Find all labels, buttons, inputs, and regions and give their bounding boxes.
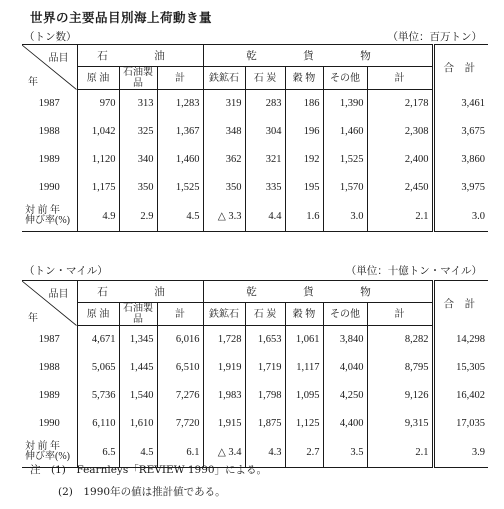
value-cell: 319	[203, 90, 245, 118]
growth-value-cell: △ 3.4	[203, 438, 245, 468]
value-cell: 4,671	[77, 326, 119, 354]
table1-col-dry-subtotal: 計	[367, 67, 433, 90]
value-cell: 1,390	[323, 90, 367, 118]
table1-col-crude: 原 油	[77, 67, 119, 90]
table2	[22, 280, 488, 468]
growth-value-cell: 3.9	[433, 438, 488, 468]
value-cell: 6,016	[157, 326, 203, 354]
growth-label	[22, 202, 77, 232]
value-cell: 16,402	[433, 382, 488, 410]
value-cell: 335	[245, 174, 285, 202]
growth-value-cell: △ 3.3	[203, 202, 245, 232]
growth-label-line2: 伸び率(%)	[25, 451, 70, 463]
value-cell: 7,720	[157, 410, 203, 438]
table2-dry-group-header: 乾 貨 物	[203, 281, 433, 303]
value-cell: 1,875	[245, 410, 285, 438]
table1-dry-group-header: 乾 貨 物	[203, 45, 433, 67]
table2-col-grain: 穀 物	[285, 303, 323, 326]
value-cell: 3,675	[433, 118, 488, 146]
table1-col-products: 石油製品	[119, 67, 157, 90]
growth-value-cell: 4.9	[77, 202, 119, 232]
value-cell: 1,540	[119, 382, 157, 410]
table1-col-coal: 石 炭	[245, 67, 285, 90]
growth-label-line1: 対 前 年	[25, 205, 60, 217]
value-cell: 3,840	[323, 326, 367, 354]
table2-col-oil-subtotal: 計	[157, 303, 203, 326]
value-cell: 283	[245, 90, 285, 118]
value-cell: 2,178	[367, 90, 433, 118]
table2-body	[22, 326, 488, 468]
value-cell: 6,510	[157, 354, 203, 382]
table1-col-other: その他	[323, 67, 367, 90]
table1-total-header: 合 計	[433, 45, 488, 90]
table1-body	[22, 90, 488, 232]
value-cell: 1,345	[119, 326, 157, 354]
year-cell: 1990	[38, 182, 60, 193]
table1-corner-year: 年	[28, 76, 38, 88]
value-cell: 186	[285, 90, 323, 118]
table-row	[22, 354, 488, 382]
year-cell: 1989	[38, 390, 60, 401]
value-cell: 7,276	[157, 382, 203, 410]
value-cell: 1,525	[157, 174, 203, 202]
table-row	[22, 326, 488, 354]
growth-value-cell: 1.6	[285, 202, 323, 232]
growth-value-cell: 2.9	[119, 202, 157, 232]
value-cell: 325	[119, 118, 157, 146]
value-cell: 2,450	[367, 174, 433, 202]
growth-value-cell: 2.1	[367, 438, 433, 468]
table2-oil-group-header: 石 油	[77, 281, 203, 303]
growth-label-line1: 対 前 年	[25, 441, 60, 453]
value-cell: 2,400	[367, 146, 433, 174]
value-cell: 17,035	[433, 410, 488, 438]
value-cell: 1,610	[119, 410, 157, 438]
value-cell: 313	[119, 90, 157, 118]
value-cell: 1,728	[203, 326, 245, 354]
value-cell: 14,298	[433, 326, 488, 354]
value-cell: 9,126	[367, 382, 433, 410]
value-cell: 4,250	[323, 382, 367, 410]
table1-col-oil-subtotal: 計	[157, 67, 203, 90]
table2-unit-left: （トン・マイル）	[24, 265, 108, 277]
year-cell: 1990	[38, 418, 60, 429]
table1-unit-left: （トン数）	[24, 31, 77, 43]
value-cell: 3,975	[433, 174, 488, 202]
value-cell: 4,400	[323, 410, 367, 438]
table1-unit-right: （単位：百万トン）	[387, 31, 482, 43]
table1-col-grain: 穀 物	[285, 67, 323, 90]
year-cell: 1988	[38, 126, 60, 137]
table-row	[22, 90, 488, 118]
value-cell: 3,461	[433, 90, 488, 118]
growth-value-cell: 6.1	[157, 438, 203, 468]
value-cell: 1,525	[323, 146, 367, 174]
table2-total-header: 合 計	[433, 281, 488, 326]
growth-value-cell: 4.3	[245, 438, 285, 468]
value-cell: 1,061	[285, 326, 323, 354]
year-cell: 1987	[38, 334, 60, 345]
table-row	[22, 174, 488, 202]
growth-value-cell: 3.0	[323, 202, 367, 232]
growth-value-cell: 2.7	[285, 438, 323, 468]
table2-col-iron-ore: 鉄鉱石	[203, 303, 245, 326]
growth-value-cell: 4.4	[245, 202, 285, 232]
table2-unit-right: （単位：十億トン・マイル）	[345, 265, 482, 277]
note-1: 注 (1) Fearnleys「REVIEW 1990」による。	[30, 464, 268, 476]
value-cell: 1,983	[203, 382, 245, 410]
value-cell: 1,042	[77, 118, 119, 146]
value-cell: 1,915	[203, 410, 245, 438]
value-cell: 1,283	[157, 90, 203, 118]
value-cell: 350	[203, 174, 245, 202]
growth-row	[22, 202, 488, 232]
value-cell: 362	[203, 146, 245, 174]
table2-col-coal: 石 炭	[245, 303, 285, 326]
table1-corner-item: 品目	[48, 53, 69, 64]
growth-value-cell: 3.5	[323, 438, 367, 468]
value-cell: 1,120	[77, 146, 119, 174]
value-cell: 350	[119, 174, 157, 202]
value-cell: 1,095	[285, 382, 323, 410]
value-cell: 970	[77, 90, 119, 118]
value-cell: 195	[285, 174, 323, 202]
value-cell: 1,798	[245, 382, 285, 410]
table-row	[22, 146, 488, 174]
value-cell: 321	[245, 146, 285, 174]
value-cell: 6,110	[77, 410, 119, 438]
value-cell: 4,040	[323, 354, 367, 382]
value-cell: 5,736	[77, 382, 119, 410]
value-cell: 8,795	[367, 354, 433, 382]
table2-col-crude: 原 油	[77, 303, 119, 326]
value-cell: 1,175	[77, 174, 119, 202]
year-cell: 1989	[38, 154, 60, 165]
table1-col-iron-ore: 鉄鉱石	[203, 67, 245, 90]
value-cell: 1,445	[119, 354, 157, 382]
table1-corner-cell	[22, 45, 77, 90]
table2-col-other: その他	[323, 303, 367, 326]
page-title: 世界の主要品目別海上荷動き量	[30, 10, 213, 25]
value-cell: 1,367	[157, 118, 203, 146]
value-cell: 2,308	[367, 118, 433, 146]
year-cell: 1987	[38, 98, 60, 109]
note-2: (2) 1990年の値は推計値である。	[58, 486, 226, 498]
table2-col-products: 石油製品	[119, 303, 157, 326]
growth-value-cell: 4.5	[157, 202, 203, 232]
value-cell: 8,282	[367, 326, 433, 354]
year-cell: 1988	[38, 362, 60, 373]
value-cell: 1,460	[157, 146, 203, 174]
table2-corner-cell	[22, 281, 77, 326]
growth-label-line2: 伸び率(%)	[25, 215, 70, 227]
value-cell: 196	[285, 118, 323, 146]
table1	[22, 44, 488, 232]
table2-corner-year: 年	[28, 312, 38, 324]
value-cell: 340	[119, 146, 157, 174]
value-cell: 192	[285, 146, 323, 174]
growth-value-cell: 6.5	[77, 438, 119, 468]
value-cell: 1,125	[285, 410, 323, 438]
table-row	[22, 118, 488, 146]
table2-col-dry-subtotal: 計	[367, 303, 433, 326]
value-cell: 3,860	[433, 146, 488, 174]
value-cell: 9,315	[367, 410, 433, 438]
value-cell: 1,919	[203, 354, 245, 382]
value-cell: 1,460	[323, 118, 367, 146]
value-cell: 348	[203, 118, 245, 146]
value-cell: 15,305	[433, 354, 488, 382]
value-cell: 5,065	[77, 354, 119, 382]
growth-value-cell: 2.1	[367, 202, 433, 232]
value-cell: 1,653	[245, 326, 285, 354]
growth-value-cell: 4.5	[119, 438, 157, 468]
value-cell: 304	[245, 118, 285, 146]
value-cell: 1,719	[245, 354, 285, 382]
table-row	[22, 410, 488, 438]
value-cell: 1,570	[323, 174, 367, 202]
value-cell: 1,117	[285, 354, 323, 382]
growth-value-cell: 3.0	[433, 202, 488, 232]
table1-oil-group-header: 石 油	[77, 45, 203, 67]
table-row	[22, 382, 488, 410]
table2-corner-item: 品目	[48, 289, 69, 300]
